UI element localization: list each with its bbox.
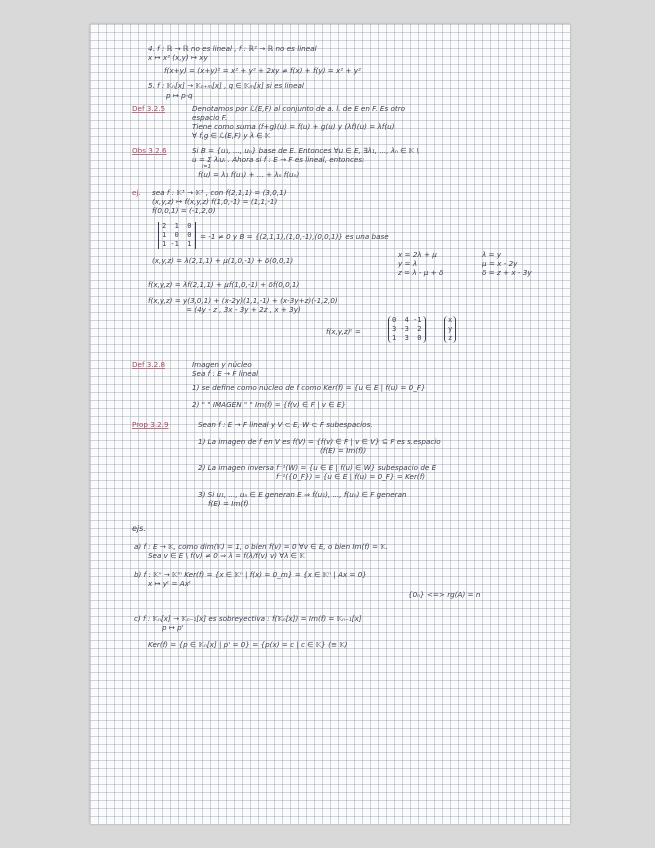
note-line: espacio F. — [192, 113, 228, 122]
notebook-page — [90, 24, 570, 824]
note-line: f(x,y,z)ᵗ = — [326, 327, 361, 336]
note-line: {0ₙ} <=> rg(A) = n — [408, 590, 481, 599]
note-line: f(u) = λ₁ f(u₁) + ... + λₙ f(uₙ) — [198, 170, 300, 179]
examples-heading: ejs. — [132, 524, 146, 533]
note-line: x ↦ yᵗ = Axᵗ — [148, 579, 192, 588]
determinant-row: 1 -1 1 — [162, 240, 192, 248]
note-line: f⁻¹({0_F}) = {u ∈ E | f(u) = 0_F} = Ker(f) — [276, 472, 426, 481]
note-line: Ker(f) = {p ∈ 𝕂ₙ[x] | p' = 0} = {p(x) = c | c ∈ 𝕂} (≅ 𝕂) — [148, 640, 348, 649]
note-line: 2) " " IMAGEN " " Im(f) = {f(v) ∈ F | v ∈ E} — [192, 400, 347, 409]
matrix-row: 1 3 0 — [392, 334, 422, 342]
system-eq: x = 2λ + μ — [398, 250, 437, 259]
note-line: Sean f : E → F lineal y V ⊂ E, W ⊂ F subespacios. — [198, 420, 373, 429]
sum-limits: i=1 — [202, 164, 211, 170]
proposition-label: Prop 3.2.9 — [132, 420, 169, 429]
determinant-row: 2 1 0 — [162, 222, 192, 230]
note-line: Denotamos por ℒ(E,F) al conjunto de a. l. de E en F. Es otro — [192, 104, 406, 113]
note-line: = -1 ≠ 0 y B = {(2,1,1),(1,0,-1),(0,0,1)} es una base — [200, 232, 389, 241]
note-line: p ↦ p' — [162, 623, 184, 632]
transform-matrix — [388, 316, 426, 343]
example-label: ej. — [132, 188, 141, 197]
note-line: 2) La imagen inversa f⁻¹(W) = {u ∈ E | f(u) ∈ W} subespacio de E — [198, 463, 437, 472]
note-line: p ↦ p·q — [166, 91, 193, 100]
system-eq: z = λ - μ + δ — [398, 268, 444, 277]
definition-label: Def 3.2.5 — [132, 104, 166, 113]
note-line: 3) Si u₁, ..., uₙ ∈ E generan E ⇒ f(u₁), ..., f(uₙ) ∈ F generan — [198, 490, 407, 499]
note-line: 1) La imagen de f en V es f(V) = {f(v) ∈ F | v ∈ V} ⊆ F es s.espacio — [198, 437, 441, 446]
note-line: f(x,y,z) = λf(2,1,1) + μf(1,0,-1) + δf(0,0,1) — [148, 280, 300, 289]
note-line: 1) se define como núcleo de f como Ker(f) = {u ∈ E | f(u) = 0_F} — [192, 383, 426, 392]
note-line: b) f : 𝕂ⁿ → 𝕂ᵐ Ker(f) = {x ∈ 𝕂ⁿ | f(x) = 0_m} = {x ∈ 𝕂ⁿ | Ax = 0} — [134, 570, 367, 579]
vector-entry: y — [448, 325, 453, 333]
note-line: c) f : 𝕂ₙ[x] → 𝕂ₙ₋₁[x] es sobreyectiva : f(𝕂ₙ[x]) = Im(f) = 𝕂ₙ₋₁[x] — [134, 614, 362, 623]
observation-label: Obs 3.2.6 — [132, 146, 167, 155]
solution-eq: λ = y — [482, 250, 502, 259]
definition-label: Def 3.2.8 — [132, 360, 166, 369]
note-line: Imagen y núcleo — [192, 360, 252, 369]
note-line: (x,y,z) = λ(2,1,1) + μ(1,0,-1) + δ(0,0,1) — [152, 256, 294, 265]
vector-entry: x — [448, 316, 453, 324]
note-line: a) f : E → 𝕂, como dim(𝕂) = 1, o bien f(v) = 0 ∀v ∈ E, o bien Im(f) = 𝕂. — [134, 542, 388, 551]
matrix-row: 3 -3 2 — [392, 325, 422, 333]
note-line: sea f : 𝕂³ → 𝕂³ , con f(2,1,1) = (3,0,1) — [152, 188, 287, 197]
variable-vector — [444, 316, 456, 343]
note-line: Si B = {u₁, ..., uₙ} base de E. Entonces ∀u ∈ E, ∃λ₁, ..., λₙ ∈ 𝕂 \ — [192, 146, 419, 155]
determinant-row: 1 0 0 — [162, 231, 192, 239]
note-line: f(E) = Im(f) — [208, 499, 249, 508]
solution-eq: μ = x - 2y — [482, 259, 518, 268]
note-line: x ↦ x² (x,y) ↦ xy — [148, 53, 208, 62]
note-line: 5. f : 𝕂ₙ[x] → 𝕂ₙ₊ₘ[x] , q ∈ 𝕂ₘ[x] si es lineal — [148, 81, 304, 90]
note-line: f(x,y,z) = y(3,0,1) + (x-2y)(1,1,-1) + (x-3y+z)(-1,2,0) — [148, 296, 338, 305]
note-line: = (4y - z , 3x - 3y + 2z , x + 3y) — [186, 305, 301, 314]
note-line: 4. f : ℝ → ℝ no es lineal , f : ℝ² → ℝ no es lineal — [148, 44, 317, 53]
note-line: f(x+y) = (x+y)² = x² + y² + 2xy ≠ f(x) + f(y) = x² + y² — [164, 66, 361, 75]
note-line: Sea v ∈ E \ f(v) ≠ 0 ⇒ λ = f(λ/f(v) v) ∀λ ∈ 𝕂 — [148, 551, 305, 560]
note-line: (x,y,z) ↦ f(x,y,z) f(1,0,-1) = (1,1,-1) — [152, 197, 278, 206]
note-line: Sea f : E → F lineal — [192, 369, 259, 378]
system-eq: y = λ — [398, 259, 418, 268]
matrix-row: 0 4 -1 — [392, 316, 422, 324]
note-line: u = Σ λᵢuᵢ . Ahora si f : E → F es lineal, entonces: — [192, 155, 365, 164]
note-line: Tiene como suma (f+g)(u) = f(u) + g(u) y (λf)(u) = λf(u) — [192, 122, 395, 131]
note-line: ∀ f,g ∈ ℒ(E,F) y λ ∈ 𝕂 — [192, 131, 271, 140]
solution-eq: δ = z + x - 3y — [482, 268, 532, 277]
note-line: (f(E) = Im(f)) — [320, 446, 367, 455]
determinant — [158, 222, 196, 249]
vector-entry: z — [448, 334, 453, 342]
note-line: f(0,0,1) = (-1,2,0) — [152, 206, 216, 215]
